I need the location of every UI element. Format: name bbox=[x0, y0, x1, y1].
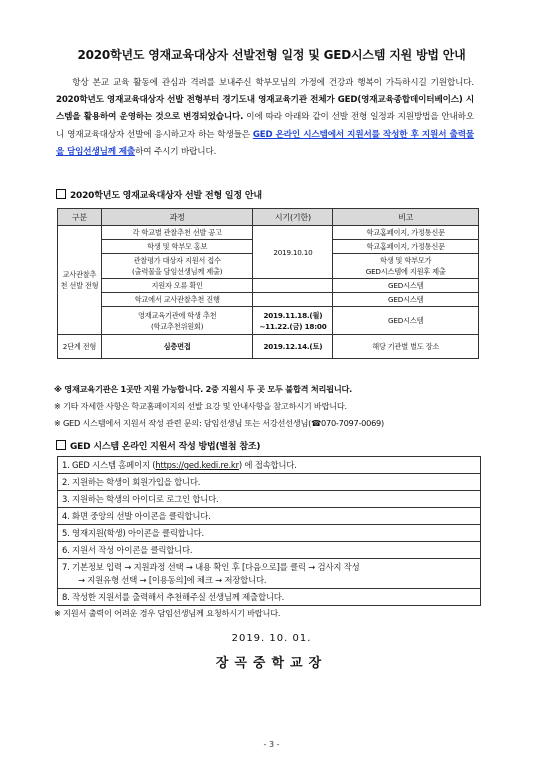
step-row: 6. 지원서 작성 아이콘을 클릭합니다. bbox=[58, 542, 480, 559]
process-cell: 학생 및 학부모 홍보 bbox=[101, 240, 253, 254]
process-line: (학교추천위원회) bbox=[150, 321, 204, 331]
header-cell: 시기(기한) bbox=[253, 209, 333, 226]
intro-text-2: 이에 따라 아래와 같이 선발 전형 일정과 지원방법을 안내하오니 영재교육대상자 선발에 응시하고자 하는 학생들은 bbox=[56, 112, 474, 140]
step-row: 3. 지원하는 학생의 아이디로 로그인 합니다. bbox=[58, 491, 480, 508]
intro-highlight-link: GED 온라인 시스템에서 지원서를 작성한 후 지원서 출력물을 담임선생님께 제출 bbox=[56, 129, 474, 157]
section-heading-ged bbox=[56, 439, 260, 452]
note-cell: 해당 기관별 별도 장소 bbox=[333, 335, 479, 359]
notes-block bbox=[54, 381, 494, 433]
page-number: - 3 - bbox=[263, 740, 280, 749]
page-title: 2020학년도 영재교육대상자 선발전형 일정 및 GED시스템 지원 방법 안내 bbox=[77, 48, 466, 62]
table-row bbox=[58, 226, 479, 240]
date-cell: 2019.10.10 bbox=[253, 226, 333, 279]
school-signature: 장곡중학교장 bbox=[215, 656, 328, 671]
table-row bbox=[58, 279, 479, 293]
step-row: 5. 영재지원(학생) 아이콘을 클릭합니다. bbox=[58, 525, 480, 542]
step-row bbox=[58, 559, 480, 589]
note-cell: GED시스템 bbox=[333, 279, 479, 293]
note-cell: 학교홈페이지, 가정통신문 bbox=[333, 240, 479, 254]
note-cell bbox=[333, 254, 479, 279]
note-line: GED시스템에 지원후 제출 bbox=[365, 267, 446, 276]
date-cell bbox=[253, 335, 333, 359]
note-cell: 학교홈페이지, 가정통신문 bbox=[333, 226, 479, 240]
step-row: 2. 지원하는 학생이 회원가입을 합니다. bbox=[58, 474, 480, 491]
schedule-table bbox=[57, 208, 479, 359]
process-cell: 각 학교별 관찰추천 선발 공고 bbox=[101, 226, 253, 240]
ged-url-link[interactable]: https://ged.kedi.re.kr bbox=[155, 460, 239, 470]
checkbox-square-icon bbox=[56, 189, 66, 199]
header-cell: 과정 bbox=[101, 209, 253, 226]
intro-paragraph bbox=[56, 75, 474, 161]
process-bold: 심층면접 bbox=[163, 342, 191, 351]
table-row bbox=[58, 335, 479, 359]
step-row bbox=[58, 457, 480, 474]
date-cell bbox=[253, 279, 333, 293]
header-cell: 비고 bbox=[333, 209, 479, 226]
process-cell bbox=[101, 335, 253, 359]
table-header-row bbox=[58, 209, 479, 226]
note-line-3: ※ GED 시스템에서 지원서 작성 관련 문의: 담임선생님 또는 서강선선생님(☎070-7097-0069) bbox=[54, 418, 384, 429]
section-heading-text: 2020학년도 영재교육대상자 선발 전형 일정 안내 bbox=[70, 191, 262, 201]
step-row: 4. 화면 중앙의 선발 아이콘을 클릭합니다. bbox=[58, 508, 480, 525]
intro-text-3: 하여 주시기 바랍니다. bbox=[135, 146, 217, 157]
note-bold-text: ※ 영재교육기관은 1곳만 지원 가능합니다. 2중 지원시 두 곳 모두 불합격 처리됩니다. bbox=[54, 384, 353, 394]
table-row bbox=[58, 293, 479, 307]
section-heading-text: GED 시스템 온라인 지원서 작성 방법(별첨 참조) bbox=[70, 442, 261, 452]
process-line: (출력물을 담임선생님께 제출) bbox=[132, 267, 223, 276]
note-line-1 bbox=[54, 381, 494, 398]
note-cell: GED시스템 bbox=[333, 307, 479, 335]
steps-box bbox=[57, 456, 481, 606]
issue-date: 2019. 10. 01. bbox=[231, 633, 312, 644]
date-cell bbox=[253, 307, 333, 335]
process-cell: 학교에서 교사관찰추천 진행 bbox=[101, 293, 253, 307]
date-bold: 2019.12.14.(토) bbox=[263, 342, 323, 351]
footnote: ※ 지원서 출력이 어려운 경우 담임선생님께 요청하시기 바랍니다. bbox=[54, 608, 281, 618]
process-cell bbox=[101, 254, 253, 279]
process-line: 관찰평가 대상자 지원서 접수 bbox=[133, 256, 221, 265]
step-row: 8. 작성한 지원서를 출력해서 추천해주실 선생님께 제출합니다. bbox=[62, 592, 285, 602]
group-cell: 2단계 전형 bbox=[58, 335, 102, 359]
step-text: ) 에 접속합니다. bbox=[238, 460, 297, 470]
table-row bbox=[58, 307, 479, 335]
date-line: ~11.22.(금) 18:00 bbox=[259, 321, 327, 331]
process-cell: 지원자 오류 확인 bbox=[101, 279, 253, 293]
step-line: → 지원유형 선택 → [이용동의]에 체크 → 저장합니다. bbox=[78, 575, 267, 585]
note-line-2: ※ 기타 자세한 사항은 학교홈페이지의 선발 요강 및 안내사항을 참고하시기 바랍니다. bbox=[54, 401, 347, 412]
date-cell bbox=[253, 293, 333, 307]
header-cell: 구분 bbox=[58, 209, 102, 226]
date-line: 2019.11.18.(월) bbox=[263, 310, 323, 320]
intro-bold-text: 2020학년도 영재교육대상자 선발 전형부터 경기도내 영재교육기관 전체가 GED(영재교육종합데이터베이스) 시스템을 활용하여 운영하는 것으로 변경되었습니다. bbox=[56, 95, 474, 123]
section-heading-schedule bbox=[56, 188, 262, 201]
process-cell bbox=[101, 307, 253, 335]
checkbox-square-icon bbox=[56, 440, 66, 450]
step-text: 1. GED 시스템 홈페이지 ( bbox=[62, 460, 156, 470]
process-line: 영재교육기관에 학생 추천 bbox=[137, 310, 217, 320]
intro-text-1: 항상 본교 교육 활동에 관심과 격려를 보내주신 학부모님의 가정에 건강과 행복이 가득하시길 기원합니다. bbox=[72, 78, 474, 88]
note-cell: GED시스템 bbox=[333, 293, 479, 307]
step-line: 7. 기본정보 입력 → 지원과정 선택 → 내용 확인 후 [다음으로]를 클릭 → 검사지 작성 bbox=[62, 562, 360, 572]
note-line: 학생 및 학부모가 bbox=[379, 256, 432, 265]
group-cell: 교사관찰추천 선발 전형 bbox=[58, 226, 102, 335]
